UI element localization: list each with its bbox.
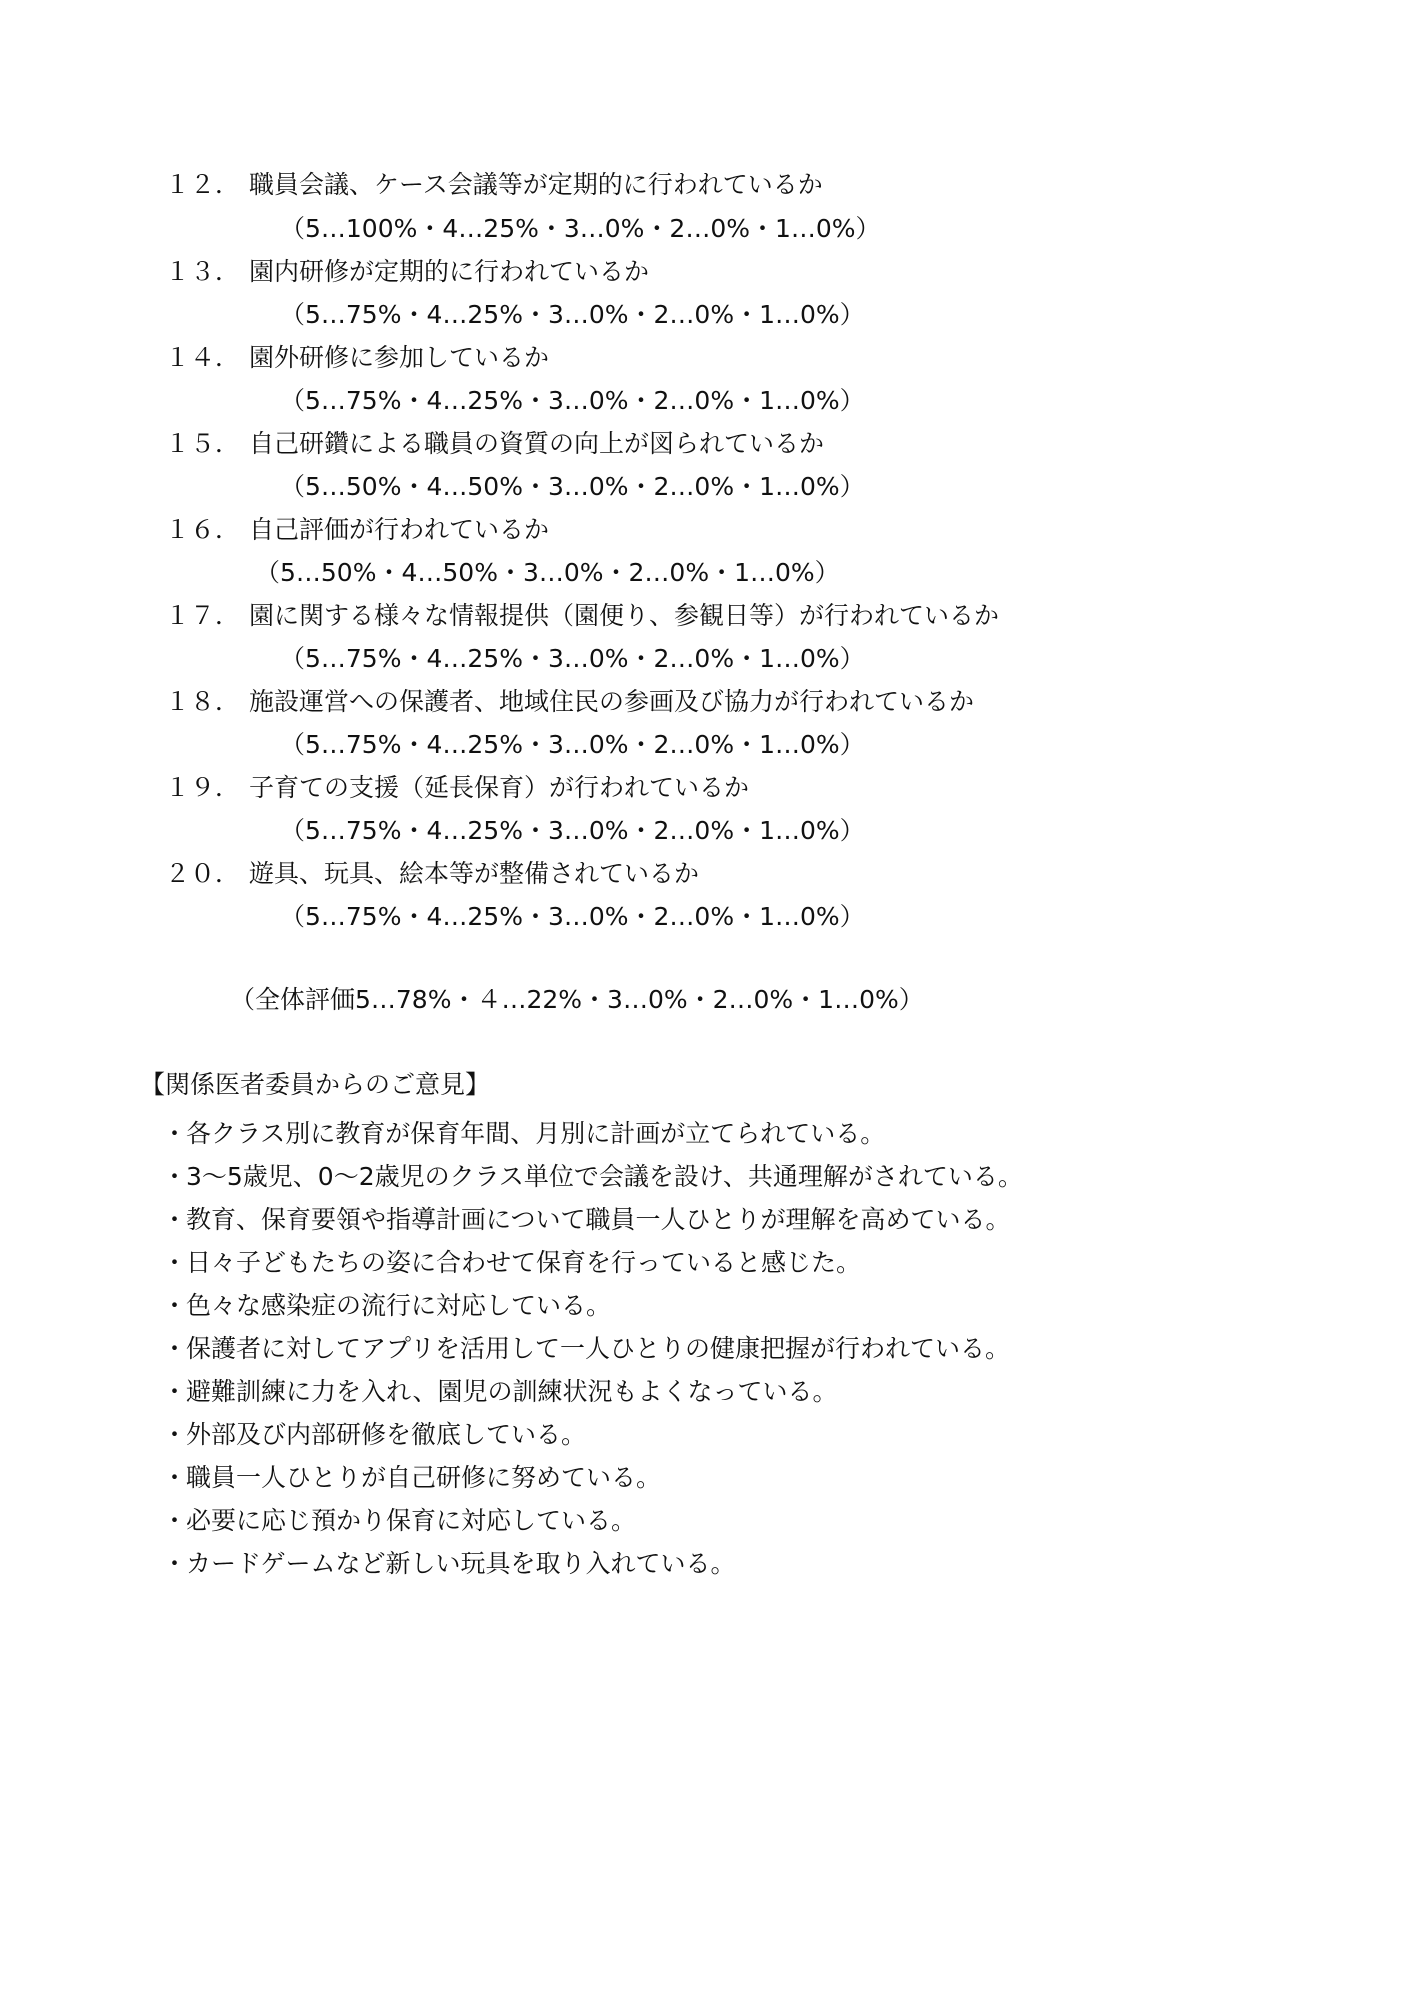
item-number: １４．	[165, 343, 241, 372]
bullet-mark: ・	[162, 1463, 188, 1492]
overall-evaluation: （全体評価5…78%・４…22%・3…0%・2…0%・1…0%）	[230, 985, 924, 1014]
item-16-title	[165, 514, 549, 546]
opinion-item	[162, 1413, 1023, 1456]
opinion-text: 職員一人ひとりが自己研修に努めている。	[186, 1463, 662, 1492]
opinion-text: 保護者に対してアプリを活用して一人ひとりの健康把握が行われている。	[186, 1334, 1011, 1363]
item-14-title	[165, 342, 549, 374]
item-17-result: （5…75%・4…25%・3…0%・2…0%・1…0%）	[280, 644, 865, 673]
opinion-text: 各クラス別に教育が保育年間、月別に計画が立てられている。	[186, 1119, 886, 1148]
opinion-item	[162, 1370, 1023, 1413]
opinion-text: カードゲームなど新しい玩具を取り入れている。	[186, 1549, 736, 1578]
item-number: １７．	[165, 601, 241, 630]
opinion-item	[162, 1542, 1023, 1585]
bullet-mark: ・	[162, 1248, 188, 1277]
opinions-heading: 【関係医者委員からのご意見】	[140, 1070, 491, 1099]
bullet-mark: ・	[162, 1334, 188, 1363]
opinion-text: 外部及び内部研修を徹底している。	[186, 1420, 587, 1449]
item-question: 職員会議、ケース会議等が定期的に行われているか	[249, 170, 823, 199]
item-12-title	[165, 169, 823, 201]
item-question: 子育ての支援（延長保育）が行われているか	[249, 773, 750, 802]
item-20-result: （5…75%・4…25%・3…0%・2…0%・1…0%）	[280, 902, 865, 931]
opinion-text: 避難訓練に力を入れ、園児の訓練状況もよくなっている。	[186, 1377, 838, 1406]
item-question: 自己研鑽による職員の資質の向上が図られているか	[249, 429, 825, 458]
bullet-mark: ・	[162, 1119, 188, 1148]
item-number: １９．	[165, 773, 241, 802]
item-19-title	[165, 772, 749, 804]
opinion-item	[162, 1499, 1023, 1542]
item-number: １８．	[165, 687, 241, 716]
opinion-text: 色々な感染症の流行に対応している。	[186, 1291, 612, 1320]
item-question: 遊具、玩具、絵本等が整備されているか	[249, 859, 700, 888]
item-19-result: （5…75%・4…25%・3…0%・2…0%・1…0%）	[280, 816, 865, 845]
opinion-item	[162, 1284, 1023, 1327]
item-question: 自己評価が行われているか	[249, 515, 550, 544]
item-question: 園に関する様々な情報提供（園便り、参観日等）が行われているか	[249, 601, 1000, 630]
item-12-result: （5…100%・4…25%・3…0%・2…0%・1…0%）	[280, 214, 881, 243]
item-number: １６．	[165, 515, 241, 544]
bullet-mark: ・	[162, 1205, 188, 1234]
bullet-mark: ・	[162, 1549, 188, 1578]
item-number: １３．	[165, 257, 241, 286]
item-question: 園外研修に参加しているか	[249, 343, 550, 372]
bullet-mark: ・	[162, 1420, 188, 1449]
bullet-mark: ・	[162, 1377, 188, 1406]
item-15-result: （5…50%・4…50%・3…0%・2…0%・1…0%）	[280, 472, 865, 501]
item-14-result: （5…75%・4…25%・3…0%・2…0%・1…0%）	[280, 386, 865, 415]
opinion-item	[162, 1241, 1023, 1284]
item-16-result: （5…50%・4…50%・3…0%・2…0%・1…0%）	[255, 558, 840, 587]
item-number: １５．	[165, 429, 241, 458]
opinion-item	[162, 1198, 1023, 1241]
item-question: 施設運営への保護者、地域住民の参画及び協力が行われているか	[249, 687, 975, 716]
item-13-title	[165, 256, 649, 288]
opinions-list	[162, 1112, 1023, 1585]
bullet-mark: ・	[162, 1506, 188, 1535]
item-20-title	[165, 858, 699, 890]
item-18-result: （5…75%・4…25%・3…0%・2…0%・1…0%）	[280, 730, 865, 759]
item-number: １２．	[165, 170, 241, 199]
item-question: 園内研修が定期的に行われているか	[249, 257, 650, 286]
opinion-item	[162, 1456, 1023, 1499]
item-17-title	[165, 600, 999, 632]
opinion-text: 日々子どもたちの姿に合わせて保育を行っていると感じた。	[186, 1248, 862, 1277]
opinion-item	[162, 1327, 1023, 1370]
item-15-title	[165, 428, 824, 460]
item-number: ２０．	[165, 859, 241, 888]
item-18-title	[165, 686, 974, 718]
bullet-mark: ・	[162, 1162, 188, 1191]
opinion-item	[162, 1155, 1023, 1198]
opinion-text: 教育、保育要領や指導計画について職員一人ひとりが理解を高めている。	[186, 1205, 1011, 1234]
item-13-result: （5…75%・4…25%・3…0%・2…0%・1…0%）	[280, 300, 865, 329]
opinion-text: 3〜5歳児、0〜2歳児のクラス単位で会議を設け、共通理解がされている。	[186, 1162, 1023, 1191]
bullet-mark: ・	[162, 1291, 188, 1320]
opinion-item	[162, 1112, 1023, 1155]
opinion-text: 必要に応じ預かり保育に対応している。	[186, 1506, 637, 1535]
